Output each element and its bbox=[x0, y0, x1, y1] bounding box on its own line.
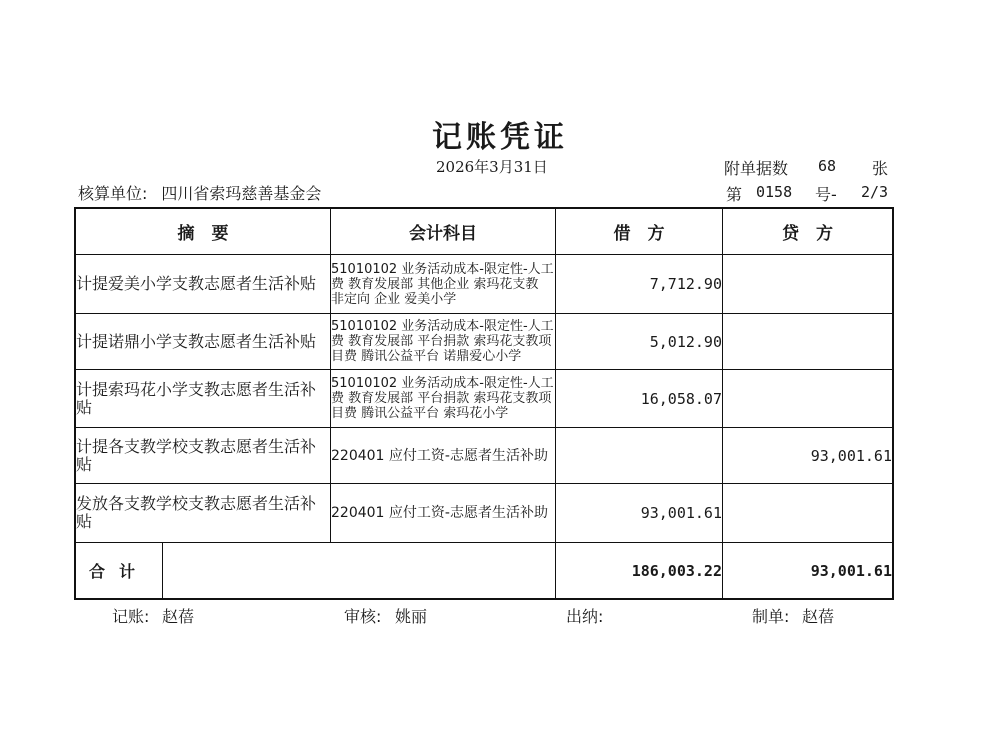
reviewer-name: 姚丽 bbox=[395, 607, 428, 626]
preparer-name: 赵蓓 bbox=[802, 607, 835, 626]
row-subject: 220401 应付工资-志愿者生活补助 bbox=[331, 428, 556, 484]
voucher-number-prefix: 第 bbox=[726, 185, 743, 204]
table-row bbox=[75, 314, 893, 370]
row-summary: 计提爱美小学支教志愿者生活补贴 bbox=[75, 255, 331, 314]
row-summary: 计提索玛花小学支教志愿者生活补贴 bbox=[75, 370, 331, 428]
header-debit: 借 方 bbox=[556, 208, 723, 255]
row-debit: 5,012.90 bbox=[556, 314, 723, 370]
attachments-label: 附单据数 bbox=[724, 159, 789, 178]
org-row bbox=[78, 181, 321, 204]
row-credit bbox=[723, 255, 894, 314]
header-credit: 贷 方 bbox=[723, 208, 894, 255]
org-label: 核算单位: bbox=[78, 184, 148, 203]
preparer-label: 制单: bbox=[752, 607, 790, 626]
row-debit: 93,001.61 bbox=[556, 484, 723, 543]
table-row bbox=[75, 428, 893, 484]
table-row bbox=[75, 370, 893, 428]
total-blank bbox=[163, 543, 556, 600]
row-subject: 51010102 业务活动成本-限定性-人工费 教育发展部 其他企业 索玛花支教 非定向 企业 爱美小学 bbox=[331, 255, 556, 314]
row-credit bbox=[723, 484, 894, 543]
org-name: 四川省索玛慈善基金会 bbox=[161, 184, 322, 203]
header-summary: 摘 要 bbox=[75, 208, 331, 255]
row-subject: 220401 应付工资-志愿者生活补助 bbox=[331, 484, 556, 543]
table-row bbox=[75, 484, 893, 543]
total-debit: 186,003.22 bbox=[556, 543, 723, 600]
voucher-table bbox=[74, 207, 894, 600]
row-subject: 51010102 业务活动成本-限定性-人工费 教育发展部 平台捐款 索玛花支教项目费 腾讯公益平台 诺鼎爱心小学 bbox=[331, 314, 556, 370]
row-summary: 发放各支教学校支教志愿者生活补贴 bbox=[75, 484, 331, 543]
voucher-title: 记账凭证 bbox=[432, 120, 568, 155]
table-header-row bbox=[75, 208, 893, 255]
header-subject: 会计科目 bbox=[331, 208, 556, 255]
row-credit bbox=[723, 314, 894, 370]
row-credit bbox=[723, 370, 894, 428]
row-summary: 计提各支教学校支教志愿者生活补贴 bbox=[75, 428, 331, 484]
row-debit: 7,712.90 bbox=[556, 255, 723, 314]
voucher-date: 2026年3月31日 bbox=[436, 158, 548, 176]
voucher-number: 0158 bbox=[756, 183, 793, 201]
total-label: 合计 bbox=[75, 543, 163, 600]
row-debit bbox=[556, 428, 723, 484]
row-debit: 16,058.07 bbox=[556, 370, 723, 428]
bookkeeper-name: 赵蓓 bbox=[162, 607, 195, 626]
attachments-unit: 张 bbox=[872, 159, 889, 178]
voucher-page-count: 2/3 bbox=[861, 183, 889, 201]
total-row bbox=[75, 543, 893, 600]
total-credit: 93,001.61 bbox=[723, 543, 894, 600]
row-summary: 计提诺鼎小学支教志愿者生活补贴 bbox=[75, 314, 331, 370]
voucher-number-suffix: 号- bbox=[815, 185, 837, 204]
cashier-label: 出纳: bbox=[566, 607, 604, 626]
table-row bbox=[75, 255, 893, 314]
reviewer-label: 审核: bbox=[344, 607, 382, 626]
row-subject: 51010102 业务活动成本-限定性-人工费 教育发展部 平台捐款 索玛花支教项目费 腾讯公益平台 索玛花小学 bbox=[331, 370, 556, 428]
attachments-count: 68 bbox=[818, 157, 837, 175]
row-credit: 93,001.61 bbox=[723, 428, 894, 484]
bookkeeper-label: 记账: bbox=[112, 607, 150, 626]
